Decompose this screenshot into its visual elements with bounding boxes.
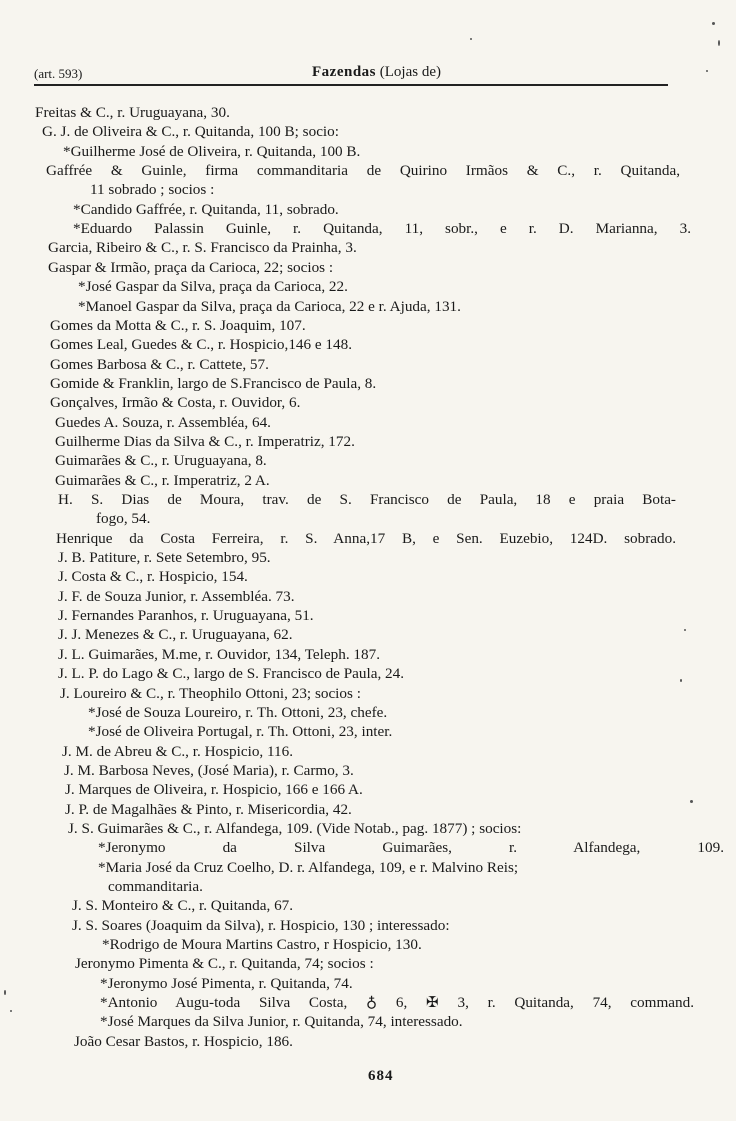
listing-line: G. J. de Oliveira & C., r. Quitanda, 100 B; socio: [42,123,339,141]
section-subtitle: (Lojas de) [379,64,441,80]
listing-line: Gaspar & Irmão, praça da Carioca, 22; socios : [48,258,334,276]
listing-line: J. J. Menezes & C., r. Uruguayana, 62. [58,626,293,644]
scan-speck [4,990,6,995]
listing-line: J. Loureiro & C., r. Theophilo Ottoni, 23; socios : [60,684,361,702]
page-number: 684 [368,1068,394,1084]
listing-line: J. L. Guimarães, M.me, r. Ouvidor, 134, Teleph. 187. [58,645,380,663]
scan-speck [684,629,686,631]
header-rule [34,84,668,86]
listing-line: J. L. P. do Lago & C., largo de S. Francisco de Paula, 24. [58,665,405,683]
listing-line: *Candido Gaffrée, r. Quitanda, 11, sobrado. [73,200,339,218]
listing-line: *José de Souza Loureiro, r. Th. Ottoni, 23, chefe. [88,703,388,721]
listing-line: J. B. Patiture, r. Sete Setembro, 95. [58,549,271,567]
listing-line: *Manoel Gaspar da Silva, praça da Carioca, 22 e r. Ajuda, 131. [78,297,461,315]
section-title: Fazendas [312,64,376,80]
scan-speck [718,40,720,46]
listing-line: J. F. de Souza Junior, r. Assembléa. 73. [58,587,295,605]
listing-line: fogo, 54. [96,510,151,528]
listing-line: 11 sobrado ; socios : [90,181,215,199]
listing-line: *José de Oliveira Portugal, r. Th. Ottoni, 23, inter. [88,723,393,741]
listing-line: J. S. Soares (Joaquim da Silva), r. Hospicio, 130 ; interessado: [72,916,450,934]
listing-line: Gaffrée & Guinle, firma commanditaria de Quirino Irmãos & C., r. Quitanda, [46,162,680,180]
listing-line: *Jeronymo José Pimenta, r. Quitanda, 74. [100,974,353,992]
listing-line: *José Marques da Silva Junior, r. Quitanda, 74, interessado. [100,1013,463,1031]
listing-line: Henrique da Costa Ferreira, r. S. Anna,17 B, e Sen. Euzebio, 124D. sobrado. [56,529,676,547]
listing-line: João Cesar Bastos, r. Hospicio, 186. [74,1032,293,1050]
scan-speck [470,38,472,40]
listing-line: *Antonio Augu-toda Silva Costa, ♁ 6, ✠ 3, r. Quitanda, 74, command. [100,994,694,1012]
listing-line: J. S. Guimarães & C., r. Alfandega, 109. (Vide Notab., pag. 1877) ; socios: [68,819,522,837]
listing-line: Jeronymo Pimenta & C., r. Quitanda, 74; socios : [75,955,374,973]
listing-line: J. M. de Abreu & C., r. Hospicio, 116. [62,742,294,760]
listing-line: J. Costa & C., r. Hospicio, 154. [58,568,248,586]
listing-line: Gomes Leal, Guedes & C., r. Hospicio,146 e 148. [50,336,353,354]
listing-line: H. S. Dias de Moura, trav. de S. Francisco de Paula, 18 e praia Bota- [58,491,676,508]
listing-line: J. Marques de Oliveira, r. Hospicio, 166 e 166 A. [65,781,363,799]
article-reference: (art. 593) [34,66,83,81]
listing-line: Gonçalves, Irmão & Costa, r. Ouvidor, 6. [50,394,301,412]
scan-speck [680,679,682,682]
listing-line: commanditaria. [108,878,203,895]
listing-line: Guimarães & C., r. Imperatriz, 2 A. [55,471,270,489]
listing-line: Garcia, Ribeiro & C., r. S. Francisco da Prainha, 3. [48,239,357,257]
listing-line: Guimarães & C., r. Uruguayana, 8. [55,452,267,470]
listing-line: Gomes Barbosa & C., r. Cattete, 57. [50,355,269,373]
listing-line: *Rodrigo de Moura Martins Castro, r Hospicio, 130. [102,936,422,954]
listing-line: J. Fernandes Paranhos, r. Uruguayana, 51. [58,607,314,625]
listing-line: *Eduardo Palassin Guinle, r. Quitanda, 11, sobr., e r. D. Marianna, 3. [73,220,691,238]
listing-line: *Maria José da Cruz Coelho, D. r. Alfandega, 109, e r. Malvino Reis; [98,858,519,876]
scan-speck [712,22,715,25]
listing-line: J. S. Monteiro & C., r. Quitanda, 67. [72,897,294,915]
listing-line: J. M. Barbosa Neves, (José Maria), r. Carmo, 3. [64,761,354,779]
listing-line: *José Gaspar da Silva, praça da Carioca, 22. [78,278,348,296]
scan-speck [706,70,708,72]
page-header [34,62,668,86]
listing-line: J. P. de Magalhães & Pinto, r. Misericordia, 42. [65,800,352,818]
listing-line: *Jeronymo da Silva Guimarães, r. Alfandega, 109. [98,839,724,857]
listing-line: Guedes A. Souza, r. Assembléa, 64. [55,413,271,431]
listing-line: Guilherme Dias da Silva & C., r. Imperatriz, 172. [55,432,355,450]
scan-speck [10,1010,12,1012]
listing-line: Freitas & C., r. Uruguayana, 30. [35,104,230,121]
listing-line: Gomes da Motta & C., r. S. Joaquim, 107. [50,316,306,334]
listing-line: *Guilherme José de Oliveira, r. Quitanda, 100 B. [63,142,361,160]
scan-speck [690,800,693,803]
listing-line: Gomide & Franklin, largo de S.Francisco de Paula, 8. [50,374,377,392]
page-title [312,64,441,81]
